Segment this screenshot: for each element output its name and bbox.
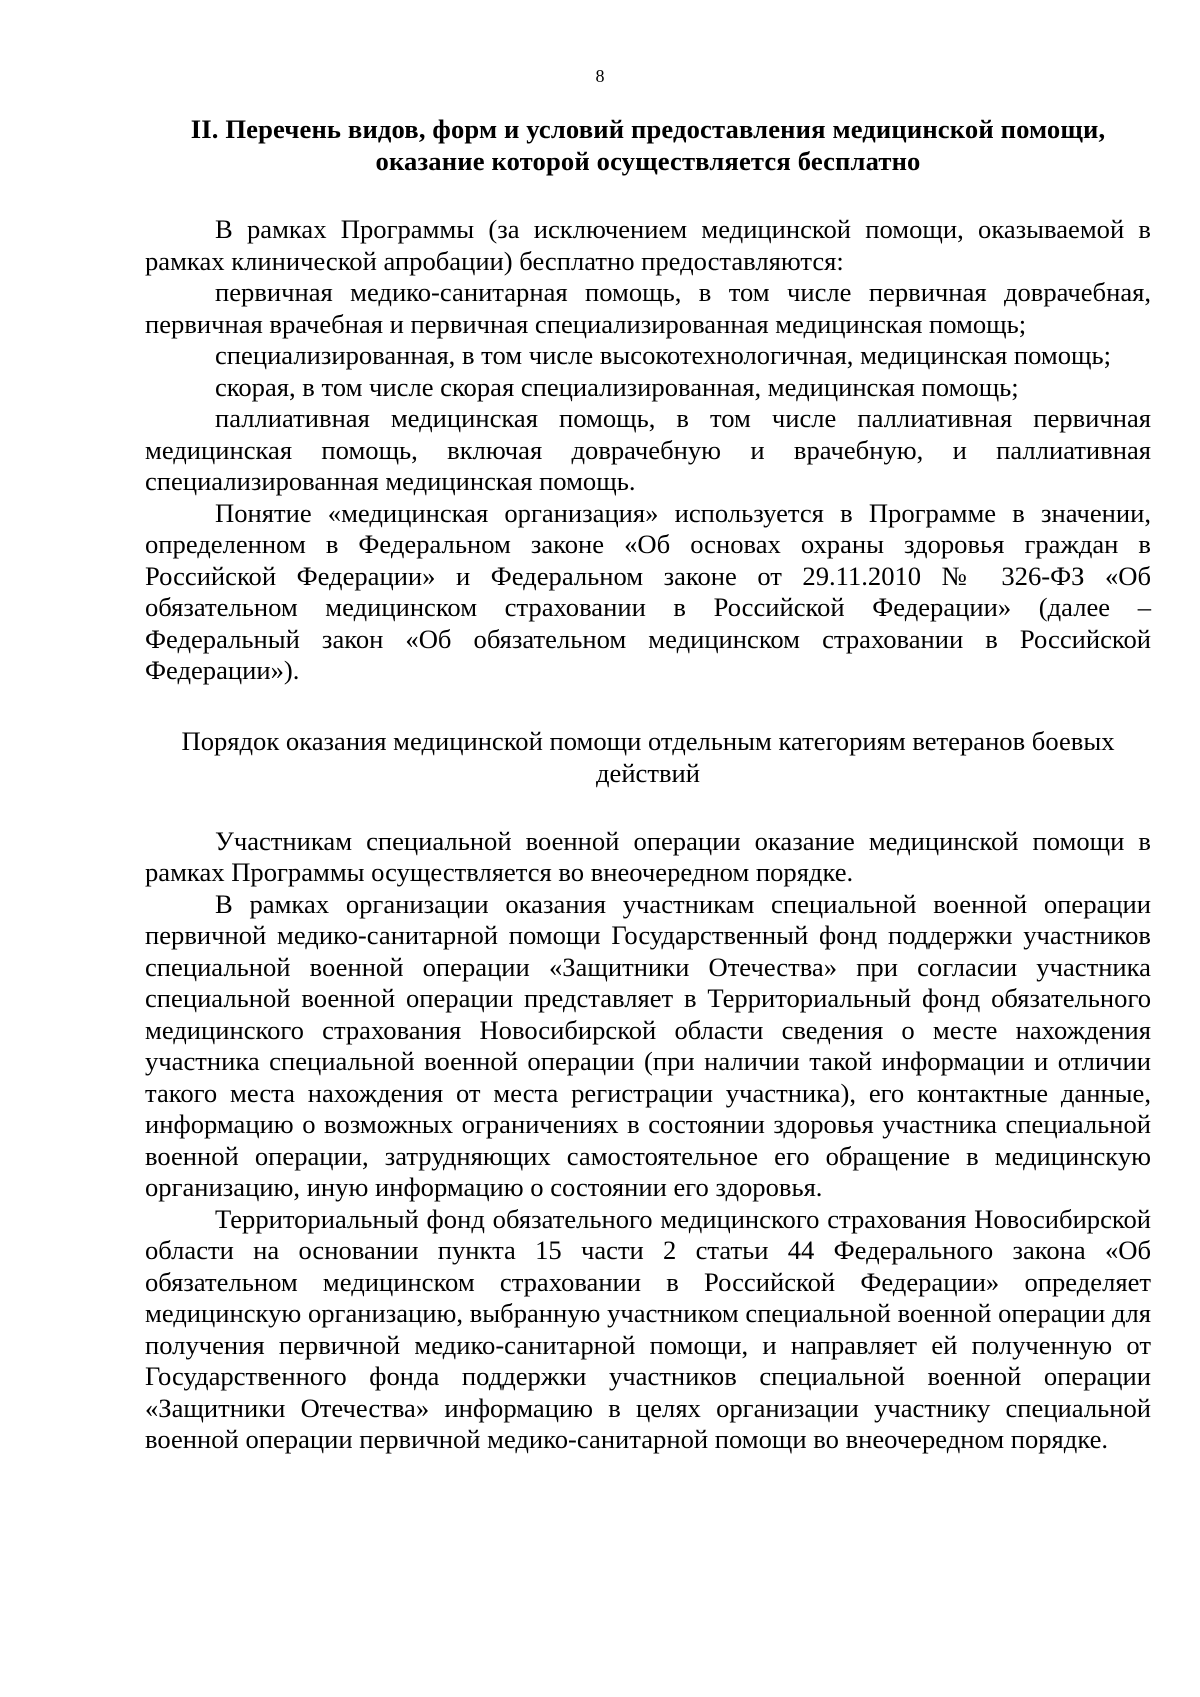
- section-title-line-1: II. Перечень видов, форм и условий предоставления медицинской помощи,: [190, 114, 1106, 144]
- paragraph: Понятие «медицинская организация» используется в Программе в значении, определенном в Федеральном законе «Об основах охраны здоровья граждан в Российской Федерации» и Федеральном законе от 29.11.2010 № 326-ФЗ «Об обязательном медицинском страховании в Российской Федерации» (далее – Федеральный закон «Об обязательном медицинском страховании в Российской Федерации»).: [145, 497, 1151, 685]
- page-number: 8: [595, 66, 605, 86]
- subsection-title-line-2: действий: [595, 757, 700, 788]
- document-body: [145, 113, 1151, 1456]
- subsection-title-line-1: Порядок оказания медицинской помощи отдельным категориям ветеранов боевых: [181, 725, 1115, 756]
- paragraph: специализированная, в том числе высокотехнологичная, медицинская помощь;: [215, 340, 1111, 370]
- paragraph: Участникам специальной военной операции оказание медицинской помощи в рамках Программы осуществляется во внеочередном порядке.: [145, 825, 1151, 887]
- paragraph: первичная медико-санитарная помощь, в том числе первичная доврачебная, первичная врачебная и первичная специализированная медицинская помощь;: [145, 277, 1151, 339]
- paragraph: В рамках Программы (за исключением медицинской помощи, оказываемой в рамках клинической апробации) бесплатно предоставляются:: [145, 214, 1151, 276]
- paragraph: паллиативная медицинская помощь, в том числе паллиативная первичная медицинская помощь, включая доврачебную и врачебную, и паллиативная специализированная медицинская помощь.: [145, 403, 1151, 496]
- paragraph: В рамках организации оказания участникам специальной военной операции первичной медико-санитарной помощи Государственный фонд поддержки участников специальной военной операции «Защитники Отечества» при согласии участника специальной военной операции представляет в Территориальный фонд обязательного медицинского страхования Новосибирской области сведения о месте нахождения участника специальной военной операции (при наличии такой информации и отличии такого места нахождения от места регистрации участника), его контактные данные, информацию о возможных ограничениях в состоянии здоровья участника специальной военной операции, затрудняющих самостоятельное его обращение в медицинскую организацию, иную информацию о состоянии его здоровья.: [145, 888, 1151, 1202]
- section-title-line-2: оказание которой осуществляется бесплатно: [375, 146, 921, 176]
- paragraph: скорая, в том числе скорая специализированная, медицинская помощь;: [215, 371, 1019, 402]
- paragraph: Территориальный фонд обязательного медицинского страхования Новосибирской области на основании пункта 15 части 2 статьи 44 Федерального закона «Об обязательном медицинском страховании в Российской Федерации» определяет медицинскую организацию, выбранную участником специальной военной операции для получения первичной медико-санитарной помощи, и направляет ей полученную от Государственного фонда поддержки участников специальной военной операции «Защитники Отечества» информацию в целях организации участнику специальной военной операции первичной медико-санитарной помощи во внеочередном порядке.: [145, 1203, 1151, 1454]
